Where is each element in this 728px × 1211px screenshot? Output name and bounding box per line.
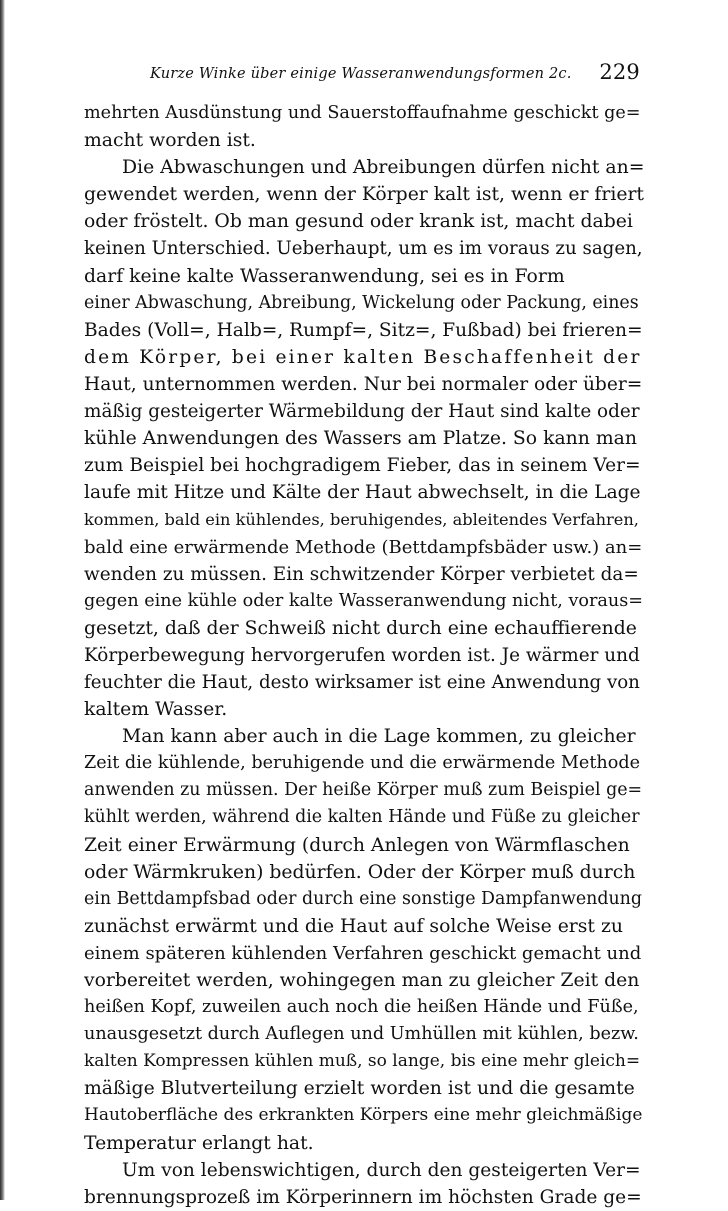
- text-line: mehrten Ausdünstung und Sauerstoffaufnahme geschickt ge=: [84, 103, 641, 123]
- text-line: oder fröstelt. Ob man gesund oder krank ist, macht dabei: [84, 211, 633, 233]
- text-line: kalten Kompressen kühlen muß, so lange, bis eine mehr gleich=: [84, 1051, 641, 1072]
- text-line: Temperatur erlangt hat.: [84, 1132, 314, 1154]
- paragraph-start-line: Die Abwaschungen und Abreibungen dürfen nicht an=: [122, 157, 644, 179]
- text-line: keinen Unterschied. Ueberhaupt, um es im voraus zu sagen,: [84, 238, 643, 260]
- text-line: Körperbewegung hervorgerufen worden ist. Je wärmer und: [84, 644, 640, 666]
- page-edge-shadow: [0, 0, 5, 1200]
- text-line: feuchter die Haut, desto wirksamer ist eine Anwendung von: [84, 671, 640, 693]
- text-line: zum Beispiel bei hochgradigem Fieber, das in seinem Ver=: [84, 455, 641, 477]
- text-line: einer Abwaschung, Abreibung, Wickelung oder Packung, eines: [84, 292, 639, 313]
- text-line: laufe mit Hitze und Kälte der Haut abwechselt, in die Lage: [84, 482, 641, 504]
- text-line: kommen, bald ein kühlendes, beruhigendes, ableitendes Verfahren,: [84, 510, 639, 530]
- text-line: dem Körper, bei einer kalten Beschaffenheit der: [84, 346, 642, 368]
- text-line: gegen eine kühle oder kalte Wasseranwendung nicht, voraus=: [84, 590, 643, 611]
- paragraph-start-line: Man kann aber auch in die Lage kommen, zu gleicher: [122, 726, 636, 748]
- text-line: anwenden zu müssen. Der heiße Körper muß zum Beispiel ge=: [84, 780, 643, 801]
- text-line: Bades (Voll=, Halb=, Rumpf=, Sitz=, Fußbad) bei frieren=: [84, 319, 643, 341]
- text-line: Zeit einer Erwärmung (durch Anlegen von Wärmflaschen: [84, 834, 630, 856]
- running-title: Kurze Winke über einige Wasseranwendungsformen 2c.: [150, 66, 572, 82]
- page-number: 229: [599, 60, 640, 84]
- text-line: Haut, unternommen werden. Nur bei normaler oder über=: [84, 373, 643, 395]
- text-line: zunächst erwärmt und die Haut auf solche Weise erst zu: [84, 915, 623, 937]
- text-line: macht worden ist.: [84, 130, 256, 152]
- text-line: mäßig gesteigerter Wärmebildung der Haut sind kalte oder: [84, 401, 640, 423]
- paragraph-start-line: Um von lebenswichtigen, durch den gesteigerten Ver=: [122, 1159, 641, 1181]
- text-line: kühle Anwendungen des Wassers am Platze. So kann man: [84, 428, 637, 450]
- text-line: kühlt werden, während die kalten Hände und Füße zu gleicher: [84, 807, 640, 828]
- running-header: [150, 58, 640, 88]
- text-line: vorbereitet werden, wohingegen man zu gleicher Zeit den: [84, 970, 640, 991]
- text-line: einem späteren kühlenden Verfahren geschickt gemacht und: [84, 942, 642, 964]
- text-line: gesetzt, daß der Schweiß nicht durch eine echauffierende: [84, 617, 637, 639]
- body-text: [84, 100, 644, 1211]
- text-line: Hautoberfläche des erkrankten Körpers eine mehr gleichmäßige: [84, 1105, 643, 1126]
- text-line: brennungsprozeß im Körperinnern im höchsten Grade ge=: [84, 1186, 642, 1208]
- text-line: unausgesetzt durch Auflegen und Umhüllen mit kühlen, bezw.: [84, 1024, 639, 1045]
- text-line: kaltem Wasser.: [84, 699, 228, 721]
- text-line: ein Bettdampfsbad oder durch eine sonstige Dampfanwendung: [84, 888, 643, 909]
- text-line: bald eine erwärmende Methode (Bettdampfsbäder usw.) an=: [84, 536, 643, 558]
- text-line: heißen Kopf, zuweilen auch noch die heißen Hände und Füße,: [84, 997, 639, 1018]
- text-line: oder Wärmkruken) bedürfen. Oder der Körper muß durch: [84, 861, 636, 883]
- text-line: Zeit die kühlende, beruhigende und die erwärmende Methode: [84, 753, 640, 774]
- text-line: gewendet werden, wenn der Körper kalt ist, wenn er friert: [84, 184, 644, 206]
- text-line: wenden zu müssen. Ein schwitzender Körper verbietet da=: [84, 563, 639, 585]
- text-line: mäßige Blutverteilung erzielt worden ist und die gesamte: [84, 1078, 635, 1100]
- text-line: darf keine kalte Wasseranwendung, sei es in Form: [84, 265, 565, 287]
